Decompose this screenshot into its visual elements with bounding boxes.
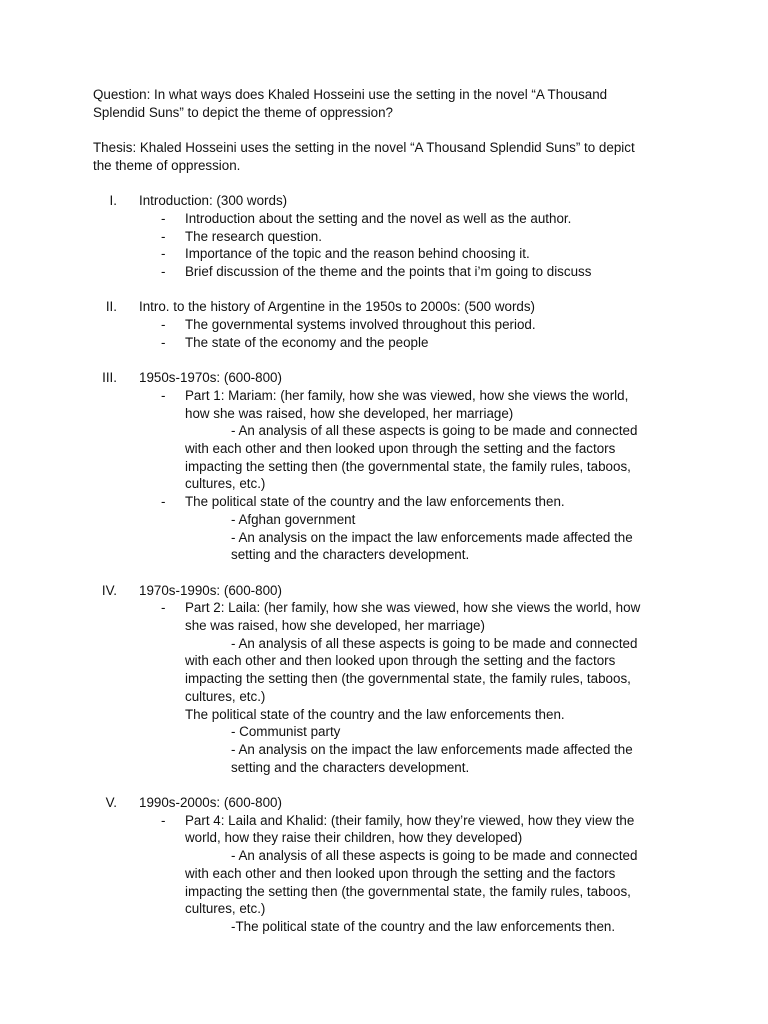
section-number: I. (109, 193, 117, 209)
section-title: 1970s-1990s: (600-800) (139, 582, 282, 598)
list-item: - Introduction about the setting and the novel as well as the author. (161, 210, 572, 226)
list-item: - The research question. (161, 228, 322, 244)
section-1970s-1990s (93, 582, 683, 777)
section-number: III. (102, 370, 117, 386)
section-number: II. (105, 299, 117, 315)
list-item: - Brief discussion of the theme and the points that i’m going to discuss (161, 264, 592, 279)
list-item: - Part 1: Mariam: (her family, how she was viewed, how she views the world, how she was raised, how she developed, her marriage) - An analysis of all these aspects is going to be made and connected with each other and then looked upon through the setting and the factors impacting the setting then (the governmental state, the family rules, taboos, cultures, etc.) (161, 387, 638, 492)
question-paragraph: Question: In what ways does Khaled Hosseini use the setting in the novel “A Thousand Splendid Suns” to depict the theme of oppression? (93, 87, 608, 120)
section-number: IV. (101, 582, 117, 598)
section-number: V. (105, 795, 117, 811)
list-item: - The political state of the country and the law enforcements then. - Afghan government - An analysis on the impact the law enforcements made affected the setting and the characters development. (161, 494, 633, 563)
outline-content (93, 86, 683, 936)
thesis-paragraph: Thesis: Khaled Hosseini uses the setting in the novel “A Thousand Splendid Suns” to depict the theme of oppression. (93, 140, 635, 173)
list-item: - The governmental systems involved throughout this period. (161, 317, 536, 333)
section-title: Intro. to the history of Argentine in the 1950s to 2000s: (500 words) (139, 299, 536, 315)
section-title: Introduction: (300 words) (139, 193, 288, 209)
list-item: - Part 4: Laila and Khalid: (their family, how they’re viewed, how they view the world, how they raise their children, how they developed) - An analysis of all these aspects is going to be made and connected with each other and then looked upon through the setting and the factors impacting the setting then (the governmental state, the family rules, taboos, cultures, etc.) -The political state of the country and the law enforcements then. (161, 812, 638, 934)
section-1950s-1970s (93, 369, 683, 564)
section-title: 1990s-2000s: (600-800) (139, 795, 282, 811)
list-item: - Importance of the topic and the reason behind choosing it. (161, 246, 530, 262)
section-introduction (93, 192, 683, 281)
section-title: 1950s-1970s: (600-800) (139, 370, 282, 386)
list-item: - Part 2: Laila: (her family, how she was viewed, how she views the world, how she was raised, how she developed, her marriage) - An analysis of all these aspects is going to be made and connected with each other and then looked upon through the setting and the factors impacting the setting then (the governmental state, the family rules, taboos, cultures, etc.) The political state of the country and the law enforcements then. - Communist party - An analysis on the impact the law enforcements made affected the setting and the characters development. (161, 600, 641, 775)
list-item: - The state of the economy and the people (161, 334, 429, 350)
section-1990s-2000s (93, 794, 683, 936)
section-history (93, 298, 683, 351)
